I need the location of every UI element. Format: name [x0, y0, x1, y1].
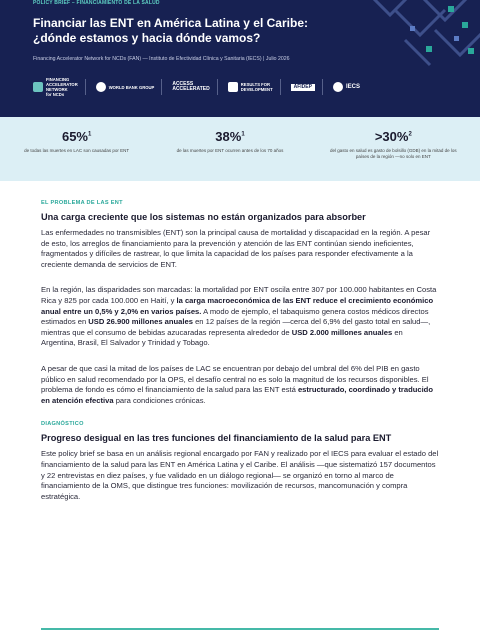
- stat-value: 38%$^1$: [215, 129, 245, 144]
- section-heading: Progreso desigual en las tres funciones del financiamiento de la salud para ENT: [41, 433, 392, 444]
- decorative-pattern-icon: [350, 0, 480, 75]
- footer-divider: [41, 628, 439, 630]
- logo-afidep: AFIDEP: [291, 79, 323, 95]
- stat-item: [170, 129, 290, 154]
- brief-body: [41, 200, 439, 513]
- stat-value: 65%$^1$: [61, 129, 92, 144]
- logo-access-accelerated: ACCESS ACCELERATED: [172, 79, 217, 95]
- stat-item: [17, 129, 137, 154]
- stat-value: >30%$^2$: [374, 129, 412, 144]
- fan-logo-icon: [33, 82, 43, 92]
- brief-title: Financiar las ENT en América Latina y el Caribe: ¿dónde estamos y hacia dónde vamos?: [33, 16, 308, 45]
- stat-description: de las muertes por ENT ocurren antes de los 70 años: [176, 148, 284, 153]
- stat-item: [323, 129, 463, 159]
- brief-kicker: POLICY BRIEF – FINANCIAMIENTO DE LA SALUD: [33, 0, 160, 6]
- logo-iecs: IECS: [333, 82, 360, 92]
- stat-description: del gasto en salud es gasto de bolsillo (GDB) en la mitad de los países de la región —no solo en ENT: [330, 148, 457, 159]
- logo-world-bank: WORLD BANK GROUP: [96, 79, 163, 95]
- section-label: DIAGNÓSTICO: [41, 421, 84, 428]
- r4d-logo-icon: [228, 82, 238, 92]
- stat-description: de todas las muertes en LAC son causadas por ENT: [24, 148, 130, 153]
- logo-fan: FINANCING ACCELERATOR NETWORK for NCDs: [33, 77, 86, 97]
- header-band: [0, 0, 480, 117]
- paragraph: En la región, las disparidades son marcadas: la mortalidad por ENT oscila entre 307 por 100.000 habitantes en Costa Rica y 825 por cada 100.000 en Haití, y la carga macroeconómica de las ENT reduce el crecimiento económico anual entre un 0,5% y 2,0% en varios países. A modo de ejemplo, el tabaquismo genera costos médicos directos estimados en USD 26.900 millones anuales en 12 países de la región —cerca del 6,9% del gasto total en salud—, mientras que el consumo de bebidas azucaradas representa alrededor de USD 2.000 millones anuales en Argentina, Brasil, El Salvador y Trinidad y Tobago.: [41, 285, 437, 348]
- iecs-logo-icon: [333, 82, 343, 92]
- paragraph: Este policy brief se basa en un análisis regional encargado por FAN y realizado por el IECS para evaluar el estado del financiamiento de la salud para las ENT en América Latina y el Caribe. El análisis —que sistematizó 157 documentos y 22 entrevistas en diez países, y fue validado en un diálogo regional— se organizó en torno al marco de financiamiento de la OMS, que distingue tres funciones: movilización de recursos, mancomunación y compra estratégica.: [41, 449, 439, 501]
- brief-byline: Financing Accelerator Network for NCDs (FAN) — Instituto de Efectividad Clínica y Sanitaria (IECS) | Julio 2026: [33, 56, 290, 62]
- globe-icon: [96, 82, 106, 92]
- paragraph: A pesar de que casi la mitad de los países de LAC se encuentran por debajo del umbral del 6% del PIB en gasto público en salud recomendado por la OPS, el desafío central no es solo la magnitud de los recursos disponibles. El problema de fondo es cómo el financiamiento de la salud para las ENT está estructurado, coordinado y traducido en atención efectiva para condiciones crónicas.: [41, 363, 433, 405]
- section-heading: Una carga creciente que los sistemas no están organizados para absorber: [41, 212, 366, 222]
- section-label: EL PROBLEMA DE LAS ENT: [41, 200, 123, 206]
- paragraph: Las enfermedades no transmisibles (ENT) son la principal causa de mortalidad y discapacidad en la región. A pesar de esto, los arreglos de financiamiento para la prevención y atención de las ENT continúan siendo ineficientes, fragmentados y difíciles de rastrear, lo que limita la capacidad de los países para responder efectivamente a la creciente demanda de servicios de ENT.: [41, 228, 431, 269]
- partner-logos: [33, 76, 453, 98]
- key-stats-band: [0, 117, 480, 181]
- logo-r4d: RESULTS FOR DEVELOPMENT: [228, 79, 281, 95]
